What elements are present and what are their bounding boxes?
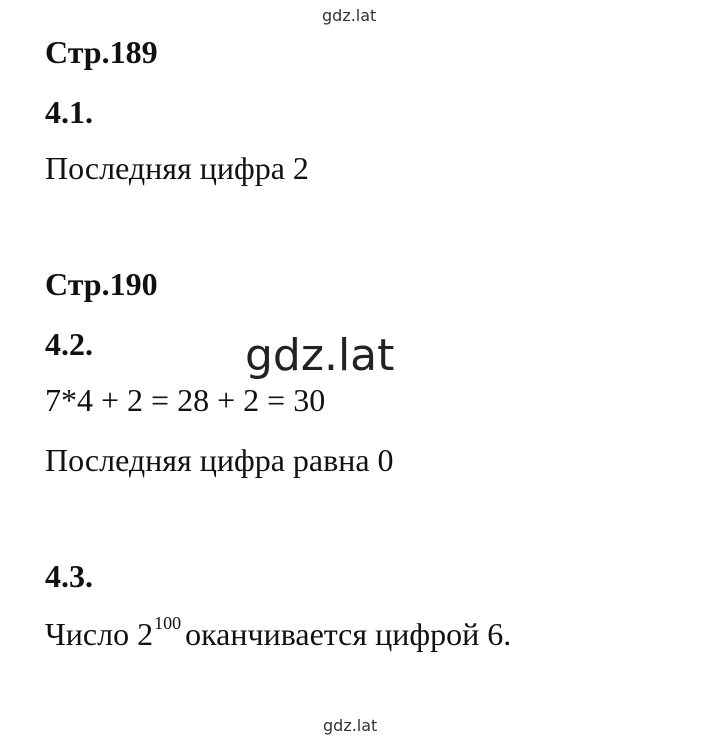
task-number-4-2: 4.2. <box>45 326 93 362</box>
task-4-3-exponent: 100 <box>154 612 182 633</box>
watermark-center: gdz.lat <box>245 330 395 381</box>
task-4-2-answer: Последняя цифра равна 0 <box>45 442 394 478</box>
task-4-3-suffix: оканчивается цифрой 6. <box>185 616 512 652</box>
watermark-bottom: gdz.lat <box>323 716 378 735</box>
task-4-3-answer <box>45 612 512 653</box>
task-number-4-1: 4.1. <box>45 94 93 130</box>
watermark-top: gdz.lat <box>322 6 377 25</box>
page-heading-189: Стр.189 <box>45 34 158 70</box>
task-4-2-calculation: 7*4 + 2 = 28 + 2 = 30 <box>45 382 326 418</box>
page-heading-190: Стр.190 <box>45 266 158 302</box>
task-4-3-prefix: Число 2 <box>45 616 154 652</box>
task-4-1-answer: Последняя цифра 2 <box>45 150 309 186</box>
task-number-4-3: 4.3. <box>45 558 93 594</box>
